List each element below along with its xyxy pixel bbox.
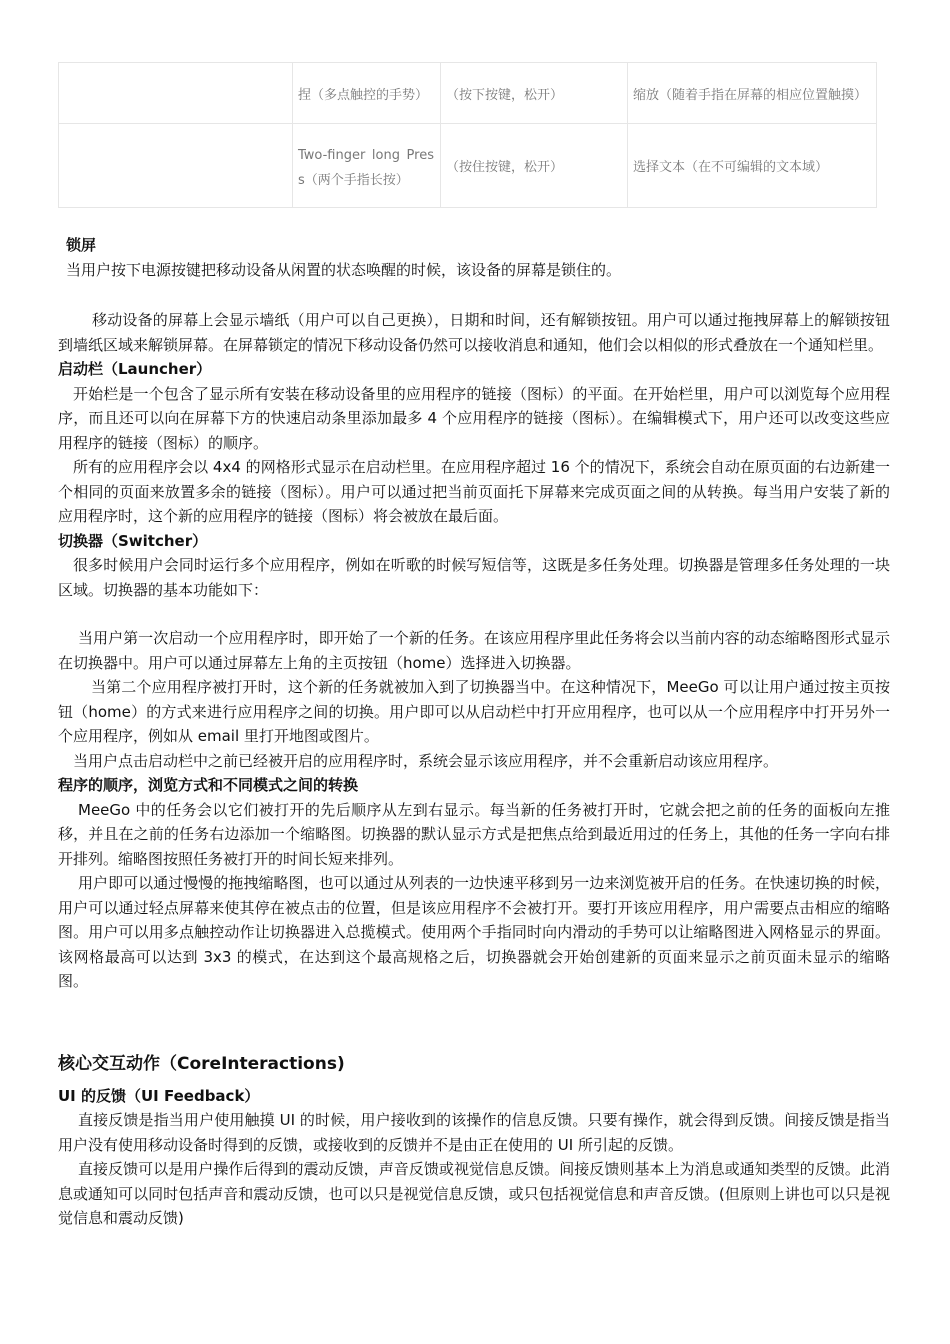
table-cell-gesture: Two-finger long Press（两个手指长按）	[293, 124, 441, 208]
table-cell-result: 选择文本（在不可编辑的文本域）	[628, 124, 877, 208]
paragraph: 当第二个应用程序被打开时，这个新的任务就被加入到了切换器当中。在这种情况下，MeeGo 可以让用户通过按主页按钮（home）的方式来进行应用程序之间的切换。用户即可以从启动栏中打开应用程序，也可以从一个应用程序中打开另外一个应用程序，例如从 email 里打开地图或图片。	[58, 678, 890, 745]
table-cell-gesture: 捏（多点触控的手势）	[293, 63, 441, 124]
paragraph: 开始栏是一个包含了显示所有安装在移动设备里的应用程序的链接（图标）的平面。在开始栏里，用户可以浏览每个应用程序，而且还可以向在屏幕下方的快速启动条里添加最多 4 个应用程序的链接（图标）。在编辑模式下，用户还可以改变这些应用程序的链接（图标）的顺序。	[58, 384, 890, 452]
table-row	[59, 63, 877, 124]
paragraph: 直接反馈是指当用户使用触摸 UI 的时候，用户接收到的该操作的信息反馈。只要有操作，就会得到反馈。间接反馈是指当用户没有使用移动设备时得到的反馈，或接收到的反馈并不是由正在使用的 UI 所引起的反馈。	[58, 1111, 890, 1154]
section-heading-switcher: 切换器（Switcher）	[58, 531, 208, 550]
section-heading-launcher: 启动栏（Launcher）	[58, 360, 212, 378]
paragraph: 直接反馈可以是用户操作后得到的震动反馈，声音反馈或视觉信息反馈。间接反馈则基本上为消息或通知类型的反馈。此消息或通知可以同时包括声音和震动反馈，也可以只是视觉信息反馈，或只包括视觉信息和声音反馈。(但原则上讲也可以只是视觉信息和震动反馈)	[58, 1160, 890, 1227]
paragraph: 很多时候用户会同时运行多个应用程序，例如在听歌的时候写短信等，这既是多任务处理。切换器是管理多任务处理的一块区域。切换器的基本功能如下：	[58, 556, 890, 599]
paragraph: 当用户点击启动栏中之前已经被开启的应用程序时，系统会显示该应用程序，并不会重新启动该应用程序。	[73, 751, 779, 770]
paragraph: 当用户按下电源按键把移动设备从闲置的状态唤醒的时候，该设备的屏幕是锁住的。	[66, 260, 622, 279]
paragraph: 移动设备的屏幕上会显示墙纸（用户可以自己更换），日期和时间，还有解锁按钮。用户可以通过拖拽屏幕上的解锁按钮到墙纸区域来解锁屏幕。在屏幕锁定的情况下移动设备仍然可以接收消息和通知，他们会以相似的形式叠放在一个通知栏里。	[58, 311, 890, 354]
section-heading-lock: 锁屏	[66, 236, 97, 254]
paragraph: MeeGo 中的任务会以它们被打开的先后顺序从左到右显示。每当新的任务被打开时，它就会把之前的任务的面板向左推移，并且在之前的任务右边添加一个缩略图。切换器的默认显示方式是把焦点给到最近用过的任务上，其他的任务一字向右排开排列。缩略图按照任务被打开的时间长短来排列。	[58, 800, 890, 868]
document-body	[58, 233, 890, 1231]
table-cell	[59, 63, 293, 124]
section-heading-core: 核心交互动作（CoreInteractions)	[58, 1053, 345, 1074]
section-heading-feedback: UI 的反馈（UI Feedback）	[58, 1086, 260, 1105]
table-row	[59, 124, 877, 208]
gesture-table	[58, 62, 877, 208]
paragraph: 用户即可以通过慢慢的拖拽缩略图，也可以通过从列表的一边快速平移到另一边来浏览被开启的任务。在快速切换的时候，用户可以通过轻点屏幕来使其停在被点击的位置，但是该应用程序不会被打开。要打开该应用程序，用户需要点击相应的缩略图。用户可以用多点触控动作让切换器进入总揽模式。使用两个手指同时向内滑动的手势可以让缩略图进入网格显示的界面。该网格最高可以达到 3x3 的模式，在达到这个最高规格之后，切换器就会开始创建新的页面来显示之前页面未显示的缩略图。	[58, 874, 890, 990]
table-cell-action: （按住按键，松开）	[441, 124, 628, 208]
table-cell-result: 缩放（随着手指在屏幕的相应位置触摸）	[628, 63, 877, 124]
table-cell-action: （按下按键，松开）	[441, 63, 628, 124]
table-cell	[59, 124, 293, 208]
section-heading-order: 程序的顺序，浏览方式和不同模式之间的转换	[58, 776, 359, 794]
paragraph: 所有的应用程序会以 4x4 的网格形式显示在启动栏里。在应用程序超过 16 个的情况下，系统会自动在原页面的右边新建一个相同的页面来放置多余的链接（图标）。用户可以通过把当前页面托下屏幕来完成页面之间的从转换。每当用户安装了新的应用程序时，这个新的应用程序的链接（图标）将会被放在最后面。	[58, 458, 890, 525]
paragraph: 当用户第一次启动一个应用程序时，即开始了一个新的任务。在该应用程序里此任务将会以当前内容的动态缩略图形式显示在切换器中。用户可以通过屏幕左上角的主页按钮（home）选择进入切换器。	[58, 629, 890, 672]
